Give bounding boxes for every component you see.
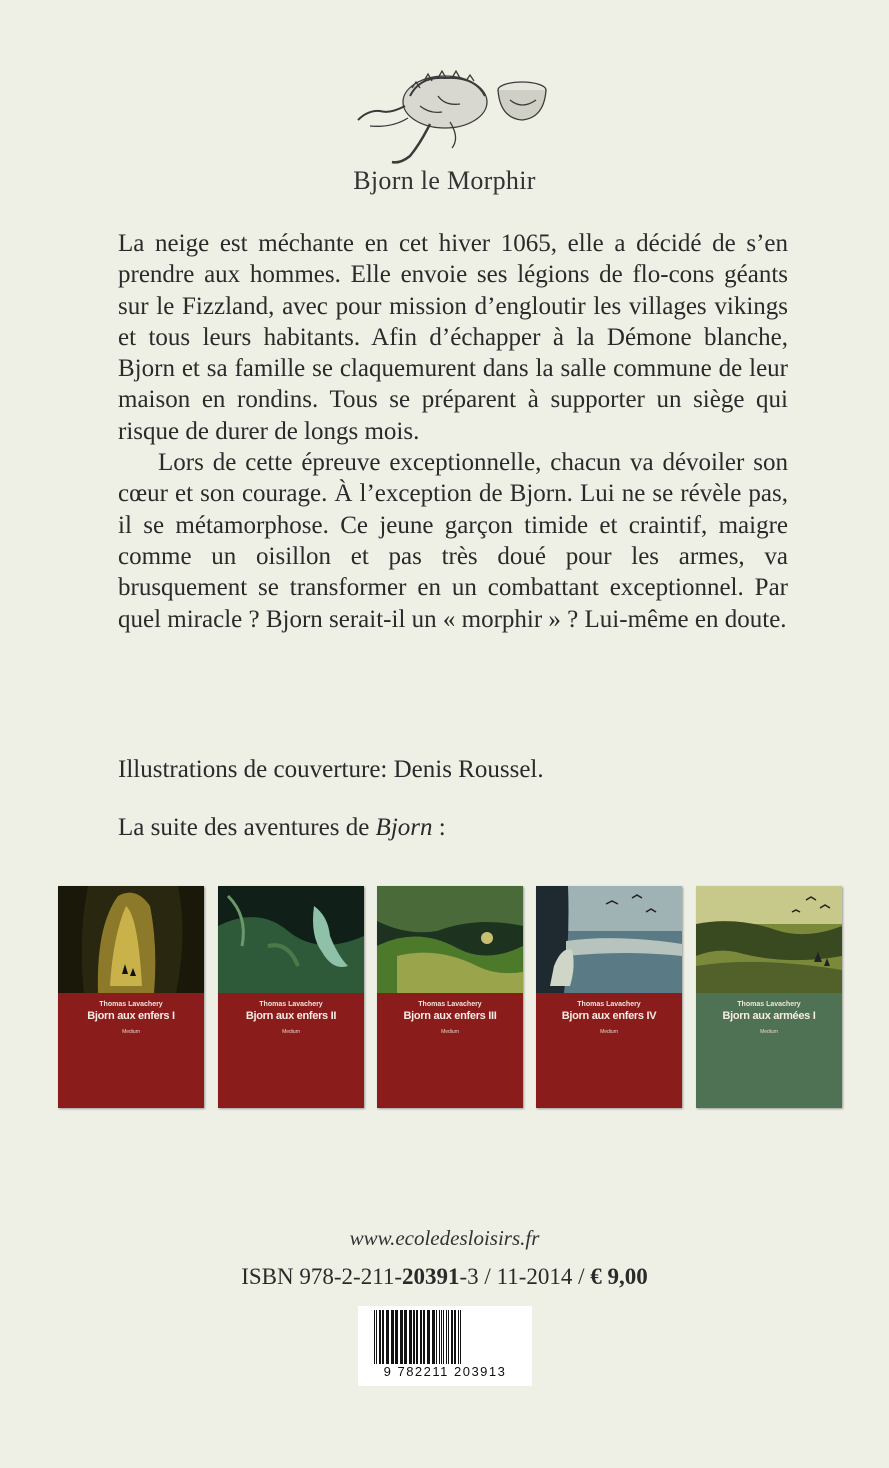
series-continuation-heading — [118, 814, 446, 842]
isbn-prefix: ISBN 978-2-211- — [241, 1264, 403, 1289]
cover-art-4 — [536, 886, 682, 993]
cover-illustration-credits: Illustrations de couverture: Denis Roussel. — [118, 756, 544, 783]
barcode-bar — [454, 1310, 456, 1364]
barcode-bar — [376, 1310, 377, 1364]
barcode-bar — [451, 1310, 453, 1364]
cover-art-2 — [218, 886, 364, 993]
book-cover-1 — [58, 886, 204, 1108]
book-cover-4 — [536, 886, 682, 1108]
cover-publisher-2: Medium — [282, 1029, 300, 1035]
barcode-bar — [460, 1310, 461, 1364]
cover-title-5: Bjorn aux armées I — [722, 1010, 816, 1022]
book-price: € 9,00 — [590, 1264, 648, 1289]
isbn-line — [0, 1264, 889, 1290]
book-blurb — [118, 228, 788, 635]
isbn-bold-part: 20391 — [402, 1264, 460, 1289]
barcode-bar — [443, 1310, 444, 1364]
barcode-bar — [386, 1310, 389, 1364]
barcode-bar — [416, 1310, 418, 1364]
publisher-website: www.ecoledesloisirs.fr — [349, 1226, 540, 1250]
suite-prefix: La suite des aventures de — [118, 814, 376, 841]
barcode-bar — [436, 1310, 437, 1364]
cover-author-1: Thomas Lavachery — [99, 1001, 163, 1008]
barcode-bar — [374, 1310, 375, 1364]
cover-publisher-3: Medium — [441, 1029, 459, 1035]
cover-title-1: Bjorn aux enfers I — [87, 1010, 175, 1022]
blurb-paragraph-1: La neige est méchante en cet hiver 1065, elle a décidé de s’en prendre aux hommes. Elle envoie ses légions de flo-cons géants sur le Fizzland, avec pour mission d’engloutir les villages vikings et tous leurs habitants. Afin d’échapper à la Démone blanche, Bjorn et sa famille se claquemurent dans la salle commune de leur maison en rondins. Tous se préparent à supporter un siège qui risque de durer de longs mois. — [118, 230, 788, 445]
barcode-bar — [446, 1310, 447, 1364]
cover-publisher-4: Medium — [600, 1029, 618, 1035]
cover-author-5: Thomas Lavachery — [737, 1001, 801, 1008]
barcode-bar — [400, 1310, 403, 1364]
series-title: Bjorn le Morphir — [353, 166, 536, 195]
barcode-bar — [423, 1310, 425, 1364]
barcode-digits: 9 782211 203913 — [383, 1364, 507, 1379]
isbn-suffix: -3 / 11-2014 / — [459, 1264, 591, 1289]
suite-title: Bjorn — [375, 814, 433, 841]
barcode-bar — [448, 1310, 449, 1364]
barcode-bar — [379, 1310, 381, 1364]
blurb-paragraph-2: Lors de cette épreuve exceptionnelle, chacun va dévoiler son cœur et son courage. À l’exception de Bjorn. Lui ne se révèle pas, il se métamorphose. Ce jeune garçon timide et craintif, maigre comme un oisillon et pas très doué pour les armes, va brusquement se transformer en un combattant exceptionnel. Par quel miracle ? Bjorn serait-il un « morphir » ? Lui-même en doute. — [118, 449, 788, 633]
barcode-bar — [420, 1310, 422, 1364]
cover-author-2: Thomas Lavachery — [259, 1001, 323, 1008]
barcode-bar — [439, 1310, 440, 1364]
cover-publisher-5: Medium — [760, 1029, 778, 1035]
cover-author-3: Thomas Lavachery — [418, 1001, 482, 1008]
barcode-bar — [409, 1310, 412, 1364]
barcode-bar — [413, 1310, 415, 1364]
cover-art-1 — [58, 886, 204, 993]
suite-suffix: : — [432, 814, 446, 841]
book-cover-2 — [218, 886, 364, 1108]
book-cover-5 — [696, 886, 842, 1108]
barcode-bar — [382, 1310, 384, 1364]
barcode-bar — [458, 1310, 459, 1364]
barcode-bar — [391, 1310, 394, 1364]
cover-author-4: Thomas Lavachery — [577, 1001, 641, 1008]
barcode-bar — [395, 1310, 398, 1364]
cover-title-2: Bjorn aux enfers II — [245, 1010, 337, 1022]
cover-art-3 — [377, 886, 523, 993]
barcode-bar — [404, 1310, 407, 1364]
barcode-bar — [432, 1310, 435, 1364]
book-cover-3 — [377, 886, 523, 1108]
barcode-bar — [441, 1310, 442, 1364]
cover-art-5 — [696, 886, 842, 993]
series-covers — [58, 886, 848, 1112]
dragon-emblem — [350, 66, 550, 166]
barcode-bar — [427, 1310, 430, 1364]
cover-title-4: Bjorn aux enfers IV — [561, 1010, 657, 1022]
cover-title-3: Bjorn aux enfers III — [403, 1010, 497, 1022]
cover-publisher-1: Medium — [122, 1029, 140, 1035]
